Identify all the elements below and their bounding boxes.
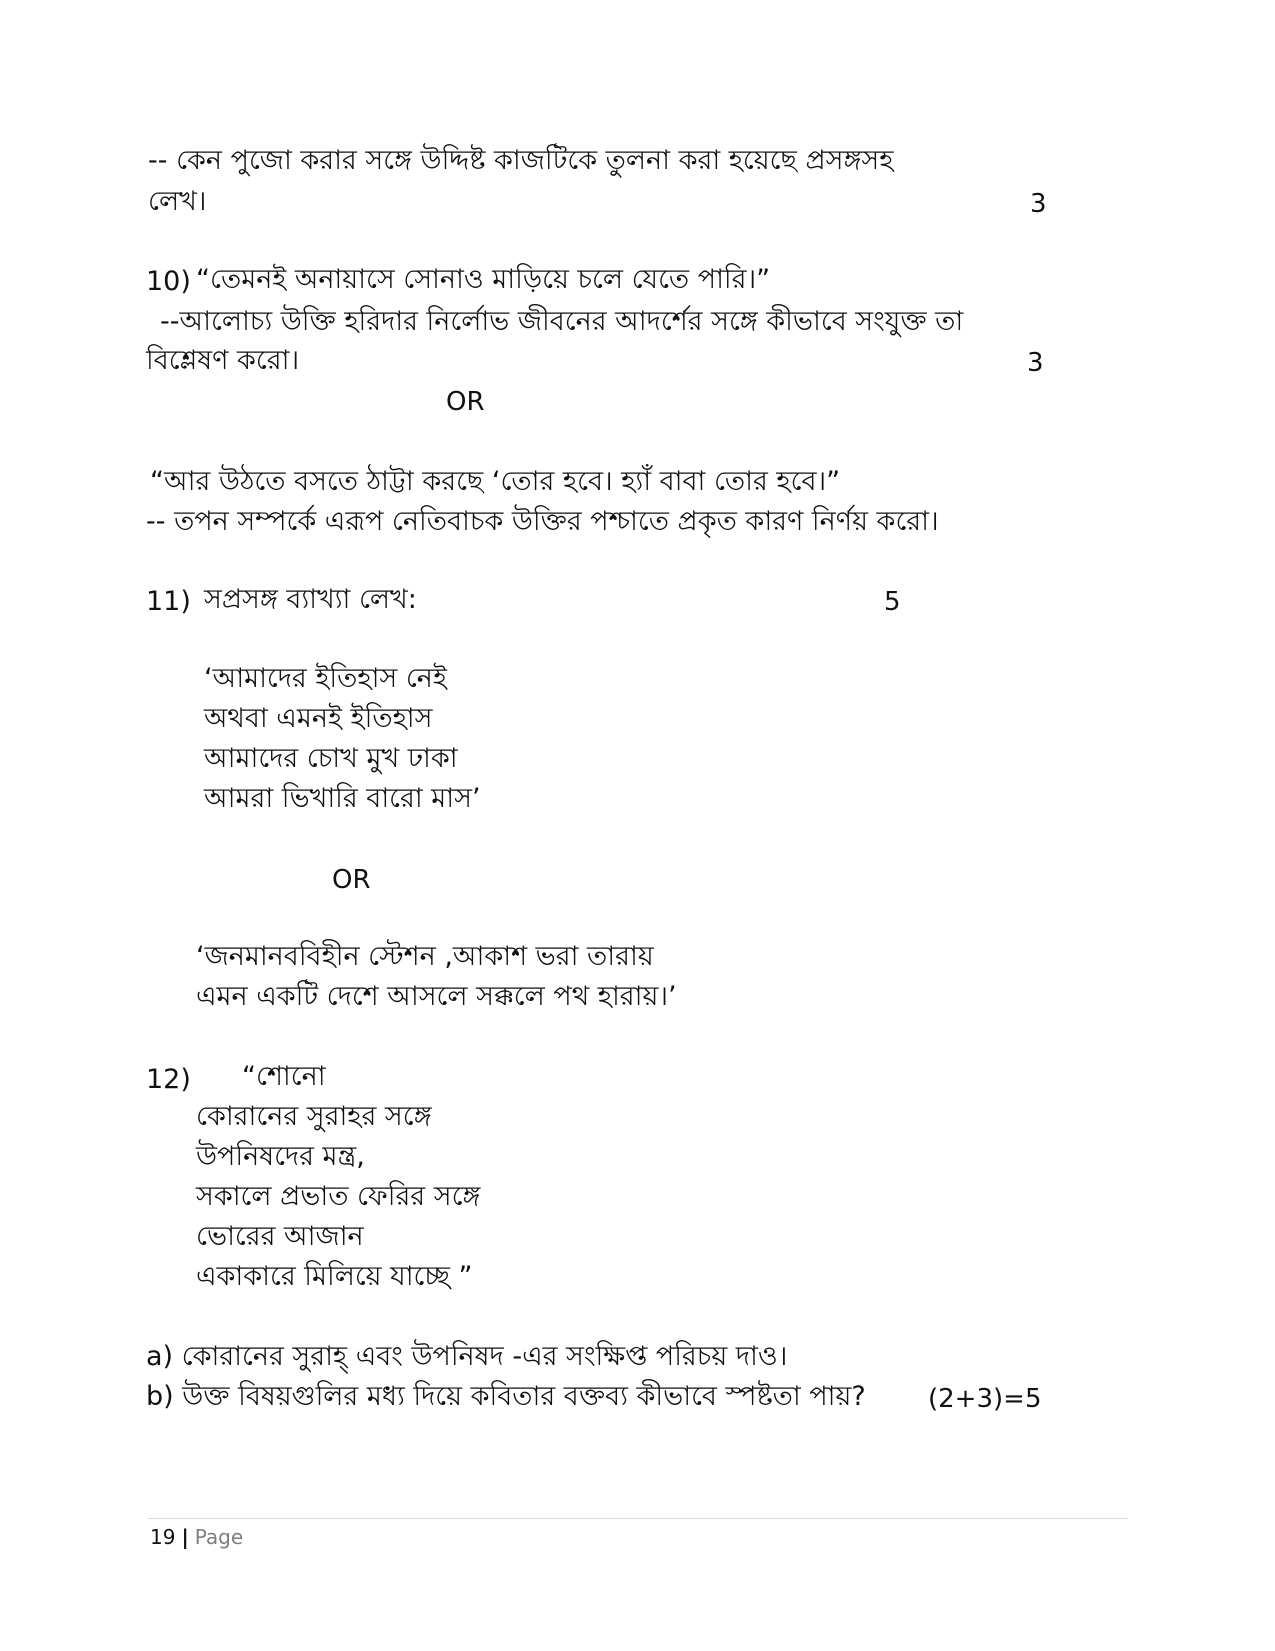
q11-marks: 5 bbox=[884, 587, 901, 617]
footer-divider bbox=[148, 1518, 1128, 1519]
q10-or: OR bbox=[446, 387, 485, 417]
q12-poem-line: ভোরের আজান bbox=[196, 1221, 364, 1252]
q10-marks: 3 bbox=[1027, 348, 1044, 378]
page-label: Page bbox=[194, 1525, 244, 1549]
q11-instruction: সপ্রসঙ্গ ব্যাখ্যা লেখ: bbox=[204, 584, 417, 615]
q12-part-a: a) কোরানের সুরাহ্ এবং উপনিষদ -এর সংক্ষিপ্ত পরিচয় দাও। bbox=[146, 1341, 788, 1372]
q12-poem-line: “শোনো bbox=[242, 1061, 326, 1092]
page-number: 19 bbox=[150, 1525, 176, 1549]
q9-prompt-line-1: -- কেন পুজো করার সঙ্গে উদ্দিষ্ট কাজটিকে তুলনা করা হয়েছে প্রসঙ্গসহ bbox=[148, 145, 894, 176]
q10-prompt-line-1: --আলোচ্য উক্তি হরিদার নির্লোভ জীবনের আদর্শের সঙ্গে কীভাবে সংযুক্ত তা bbox=[160, 306, 964, 337]
q12-marks: (2+3)=5 bbox=[928, 1384, 1042, 1414]
q11-poem1-line: ‘আমাদের ইতিহাস নেই bbox=[204, 663, 447, 694]
footer-separator: | bbox=[181, 1525, 189, 1549]
q9-prompt-line-2: লেখ। bbox=[148, 186, 207, 217]
q12-poem-line: একাকারে মিলিয়ে যাচ্ছে ” bbox=[196, 1261, 473, 1292]
q10-prompt-line-2: বিশ্লেষণ করো। bbox=[146, 345, 300, 376]
q12-poem-line: কোরানের সুরাহর সঙ্গে bbox=[196, 1101, 432, 1132]
q11-number: 11) bbox=[146, 586, 191, 617]
q12-poem-line: উপনিষদের মন্ত্র, bbox=[196, 1141, 365, 1172]
q10-number: 10) bbox=[146, 266, 191, 297]
q10-alt-prompt: -- তপন সম্পর্কে এরূপ নেতিবাচক উক্তির পশ্চাতে প্রকৃত কারণ নির্ণয় করো। bbox=[146, 506, 939, 537]
q11-poem1-line: আমরা ভিখারি বারো মাস’ bbox=[204, 783, 481, 814]
q11-poem1-line: অথবা এমনই ইতিহাস bbox=[204, 703, 433, 734]
q12-number: 12) bbox=[146, 1064, 191, 1095]
q11-poem2-line: ‘জনমানববিহীন স্টেশন ,আকাশ ভরা তারায় bbox=[196, 941, 654, 972]
q11-or: OR bbox=[332, 865, 371, 895]
q12-poem-line: সকালে প্রভাত ফেরির সঙ্গে bbox=[196, 1181, 481, 1212]
q11-poem1-line: আমাদের চোখ মুখ ঢাকা bbox=[204, 743, 458, 774]
q11-poem2-line: এমন একটি দেশে আসলে সক্কলে পথ হারায়।’ bbox=[196, 981, 677, 1012]
q10-alt-quote: “আর উঠতে বসতে ঠাট্টা করছে ‘তোর হবে। হ্যাঁ বাবা তোর হবে।” bbox=[150, 466, 841, 497]
q9-marks: 3 bbox=[1030, 189, 1047, 219]
page-footer bbox=[150, 1524, 243, 1550]
q10-quote: “তেমনই অনায়াসে সোনাও মাড়িয়ে চলে যেতে পারি।” bbox=[196, 264, 771, 295]
q12-part-b: b) উক্ত বিষয়গুলির মধ্য দিয়ে কবিতার বক্তব্য কীভাবে স্পষ্টতা পায়? bbox=[146, 1381, 866, 1412]
